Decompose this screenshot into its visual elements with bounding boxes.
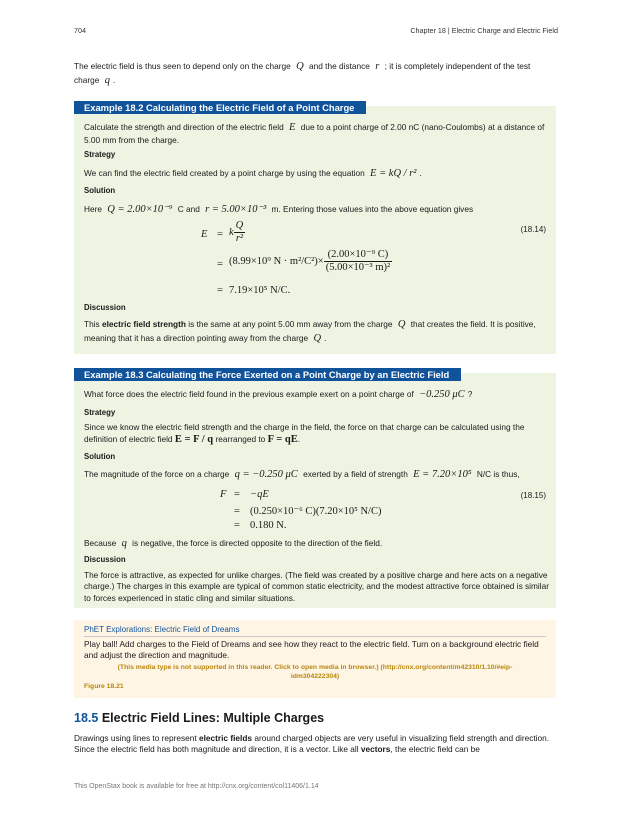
solution-heading: Solution [84, 186, 116, 195]
intro-text: ; it is completely independent of the test charge [74, 61, 531, 86]
math-equation: r = 5.00×10⁻³ [205, 204, 267, 215]
paragraph-text: Drawings using lines to represent [74, 733, 197, 743]
eq-line-3: 0.180 N. [250, 520, 287, 531]
equation-number: (18.14) [520, 225, 546, 234]
strategy-sentence: . [297, 434, 301, 445]
page-number: 704 [74, 26, 86, 35]
fraction [234, 220, 246, 245]
math-equation: E = 7.20×10⁵ [413, 469, 472, 480]
paragraph-text: , the electric field can be [390, 744, 480, 755]
math-symbol: Q [313, 333, 322, 345]
eq-equals: = [234, 506, 240, 517]
solution-word: Here [84, 204, 102, 214]
discussion-word: that creates the field. It is positive, meaning that it has a direction pointing away from the charge [84, 319, 536, 344]
section-title: Electric Field Lines: Multiple Charges [101, 711, 325, 725]
eq-equals: = [217, 229, 223, 240]
intro-text: and the distance [309, 61, 370, 71]
eq-equals: = [234, 520, 240, 531]
solution-word: N/C is thus, [476, 469, 520, 479]
example-18-3-title: Example 18.3 Calculating the Force Exerted on a Point Charge by an Electric Field [74, 368, 461, 381]
discussion-word: . [324, 333, 327, 344]
chapter-header: Chapter 18 | Electric Charge and Electric Field [410, 26, 558, 35]
example-18-2-box [74, 102, 556, 354]
strategy-text [84, 422, 552, 448]
strategy-sentence: rearranged to [215, 434, 266, 445]
because-word: Because [84, 538, 117, 548]
math-symbol: q [121, 538, 127, 549]
phet-title[interactable]: PhET Explorations: Electric Field of Dreams [84, 625, 240, 634]
problem-text: due to a point charge of 2.00 nC (nano-Coulombs) at a distance of 5.00 mm from the charge. [84, 122, 545, 146]
eq-lhs: E [201, 229, 208, 240]
problem-text: Calculate the strength and direction of the electric field [84, 122, 284, 132]
discussion-text: The force is attractive, as expected for unlike charges. (The field was created by a positive charge and here acts on a negative charge.) The charges in this example are typical of common static electricity, and the modest attractive force obtained is similar to forces experienced in static cling and similar situations. [84, 570, 549, 603]
bold-term: electric field strength [102, 319, 186, 329]
eq-equals: = [217, 285, 223, 296]
numerator: (2.00×10⁻⁹ C) [324, 249, 392, 262]
solution-text [84, 203, 552, 217]
eq-k: k [229, 226, 234, 238]
intro-paragraph [74, 60, 556, 89]
discussion-word: is the same at any point 5.00 mm away from the charge [188, 319, 393, 329]
eq-line-3: 7.19×10⁵ N/C. [229, 285, 291, 296]
section-number: 18.5 [74, 711, 99, 725]
solution-heading: Solution [84, 452, 116, 461]
solution-word: m. Entering those values into the above equation gives [271, 204, 474, 214]
numerator: Q [234, 220, 246, 233]
math-value: −0.250 μC [419, 389, 465, 400]
section-heading [74, 710, 324, 727]
eq-line-1 [250, 488, 269, 502]
discussion-heading: Discussion [84, 303, 126, 312]
equation-number: (18.15) [520, 491, 546, 500]
page-footer: This OpenStax book is available for free at http://cnx.org/content/col11406/1.14 [74, 783, 319, 790]
math-equation: Q = 2.00×10⁻⁹ [107, 204, 173, 215]
strategy-heading: Strategy [84, 150, 116, 159]
example-18-2-title: Example 18.2 Calculating the Electric Field of a Point Charge [74, 101, 366, 114]
problem-text: What force does the electric field found in the previous example exert on a point charge of [84, 389, 414, 399]
phet-text: Play ball! Add charges to the Field of Dreams and see how they react to the electric field. Turn on a background electric field and adjust the direction and magnitude. [84, 639, 539, 661]
eq-constant: (8.99×10⁹ N · m²/C²)× [229, 255, 324, 267]
because-text [84, 537, 552, 551]
eq-lhs: F [220, 489, 227, 500]
strategy-text: We can find the electric field created by a point charge by using the equation E = kQ / r² . [84, 168, 422, 179]
solution-word: exerted by a field of strength [303, 469, 408, 479]
math-symbol: r [375, 61, 380, 72]
eq-equals: = [234, 489, 240, 500]
strategy-sentence: We can find the electric field created by a point charge by using the equation [84, 168, 365, 178]
math-equation: E = F / q [174, 434, 214, 446]
strategy-sentence: Since we know the electric field strength and the charge in the field, the force on that charge can be calculated using the definition of electric field [84, 422, 525, 445]
intro-text: The electric field is thus seen to depend only on the charge [74, 61, 291, 71]
intro-text: . [112, 75, 116, 86]
discussion-word: This [84, 319, 100, 329]
paragraph-text: around charged objects are very useful in visualizing field strength and direction. Since the electric field has both magnitude and direction, it is a vector. Like all [74, 733, 550, 755]
discussion-text [84, 318, 552, 347]
denominator: (5.00×10⁻³ m)² [325, 262, 391, 274]
because-word: is negative, the force is directed opposite to the direction of the field. [132, 538, 383, 548]
eq-line-2 [229, 249, 392, 274]
bold-term: vectors [360, 744, 391, 755]
solution-word: The magnitude of the force on a charge [84, 469, 230, 479]
eq-fraction-kQ-r2 [229, 220, 245, 245]
section-paragraph [74, 733, 556, 756]
fraction [324, 249, 392, 274]
divider [84, 636, 546, 637]
math-symbol: Q [397, 319, 406, 330]
media-notice-link[interactable]: (This media type is not supported in this reader. Click to open media in browser.) (http://cnx.org/content/m42310/1.10/#eip-idm304222304) [117, 664, 513, 681]
math-equation: q = −0.250 μC [234, 469, 298, 480]
example-18-3-box [74, 369, 556, 608]
solution-text [84, 468, 552, 482]
eq-equals: = [217, 259, 223, 270]
phet-box [74, 620, 556, 698]
solution-word: C and [177, 204, 200, 214]
math-symbol: Q [296, 61, 304, 72]
equation-18-14-lhs [201, 228, 207, 242]
eq-line-2: (0.250×10⁻⁶ C)(7.20×10⁵ N/C) [250, 506, 382, 517]
figure-label: Figure 18.21 [84, 683, 124, 690]
example-18-3-problem [84, 388, 552, 402]
eq-expression: −qE [250, 489, 269, 500]
math-symbol: q [104, 75, 110, 87]
denominator: r² [235, 233, 244, 245]
math-equation: E = kQ / r² [370, 168, 417, 179]
math-symbol: E [289, 122, 296, 133]
example-18-2-problem [84, 121, 552, 147]
strategy-heading: Strategy [84, 408, 116, 417]
equation-18-15-lhs [220, 488, 226, 502]
problem-text: ? [467, 389, 473, 399]
math-equation: F = qE [267, 434, 298, 446]
discussion-heading: Discussion [84, 555, 126, 564]
bold-term: electric fields [198, 733, 253, 743]
